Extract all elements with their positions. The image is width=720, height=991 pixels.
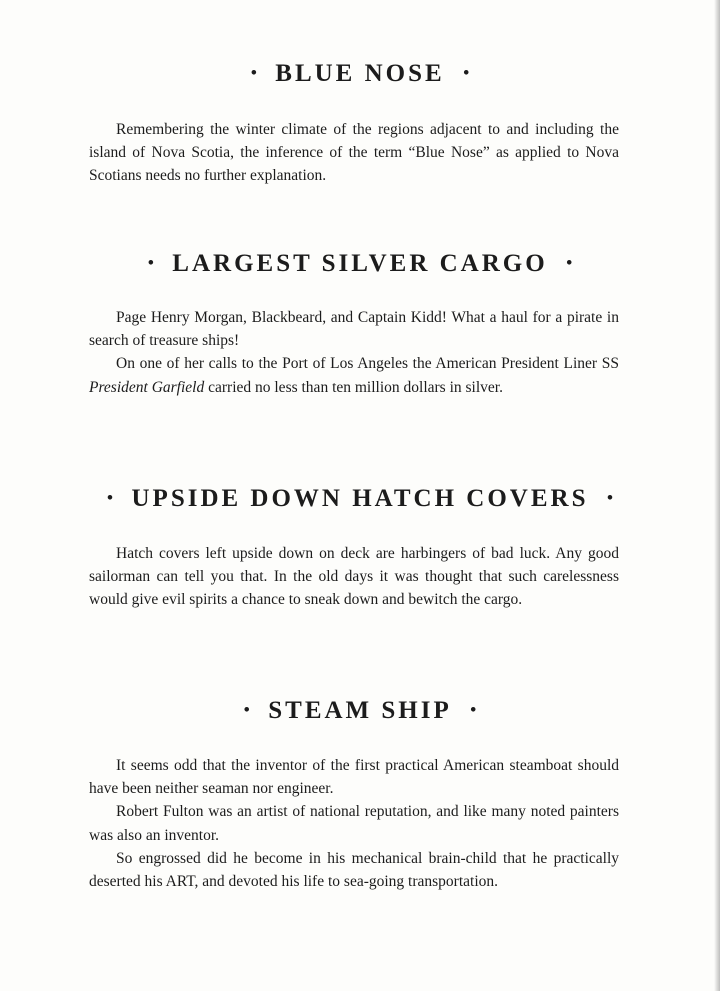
paragraph: Page Henry Morgan, Blackbeard, and Captain Kidd! What a haul for a pirate in search of treasure ships! — [89, 309, 619, 350]
bullet-left: • — [147, 253, 154, 272]
section-body-blue-nose — [89, 118, 619, 188]
paragraph-text: On one of her calls to the Port of Los Angeles the American President Liner SS — [116, 355, 619, 373]
bullet-right: • — [566, 253, 573, 272]
bullet-right: • — [607, 488, 613, 507]
bullet-left: • — [243, 700, 250, 719]
section-body-steam-ship — [89, 754, 619, 893]
heading-text: LARGEST SILVER CARGO — [172, 250, 548, 277]
bullet-right: • — [463, 63, 470, 82]
section-heading-steam-ship — [0, 697, 720, 725]
paragraph: Remembering the winter climate of the regions adjacent to and including the island of Nova Scotia, the inference of the term “Blue Nose” as applied to Nova Scotians needs no further explanation. — [89, 121, 619, 185]
paragraph-text: carried no less than ten million dollars in silver. — [204, 378, 503, 396]
heading-text: UPSIDE DOWN HATCH COVERS — [131, 485, 589, 512]
heading-text: BLUE NOSE — [275, 60, 445, 87]
bullet-right: • — [470, 700, 477, 719]
paragraph: Hatch covers left upside down on deck are harbingers of bad luck. Any good sailorman can tell you that. In the old days it was thought that such carelessness would give evil spirits a chance to sneak down and bewitch the cargo. — [89, 545, 619, 609]
paragraph: Robert Fulton was an artist of national reputation, and like many noted painters was also an inventor. — [89, 803, 619, 844]
section-body-upside-down-hatch-covers — [89, 542, 619, 612]
section-heading-largest-silver-cargo — [0, 250, 720, 278]
section-heading-upside-down-hatch-covers — [0, 485, 720, 513]
paragraph: So engrossed did he become in his mechanical brain-child that he practically deserted his ART, and devoted his life to sea-going transportation. — [89, 849, 619, 891]
page-edge-shadow — [714, 0, 720, 991]
bullet-left: • — [250, 63, 257, 82]
section-heading-blue-nose — [0, 60, 720, 88]
bullet-left: • — [107, 488, 113, 507]
paragraph — [89, 352, 619, 398]
ship-name: President Garfield — [89, 378, 205, 396]
heading-text: STEAM SHIP — [268, 697, 452, 724]
paragraph: It seems odd that the inventor of the first practical American steamboat should have been neither seaman nor engineer. — [89, 757, 619, 798]
section-body-largest-silver-cargo — [89, 306, 619, 399]
